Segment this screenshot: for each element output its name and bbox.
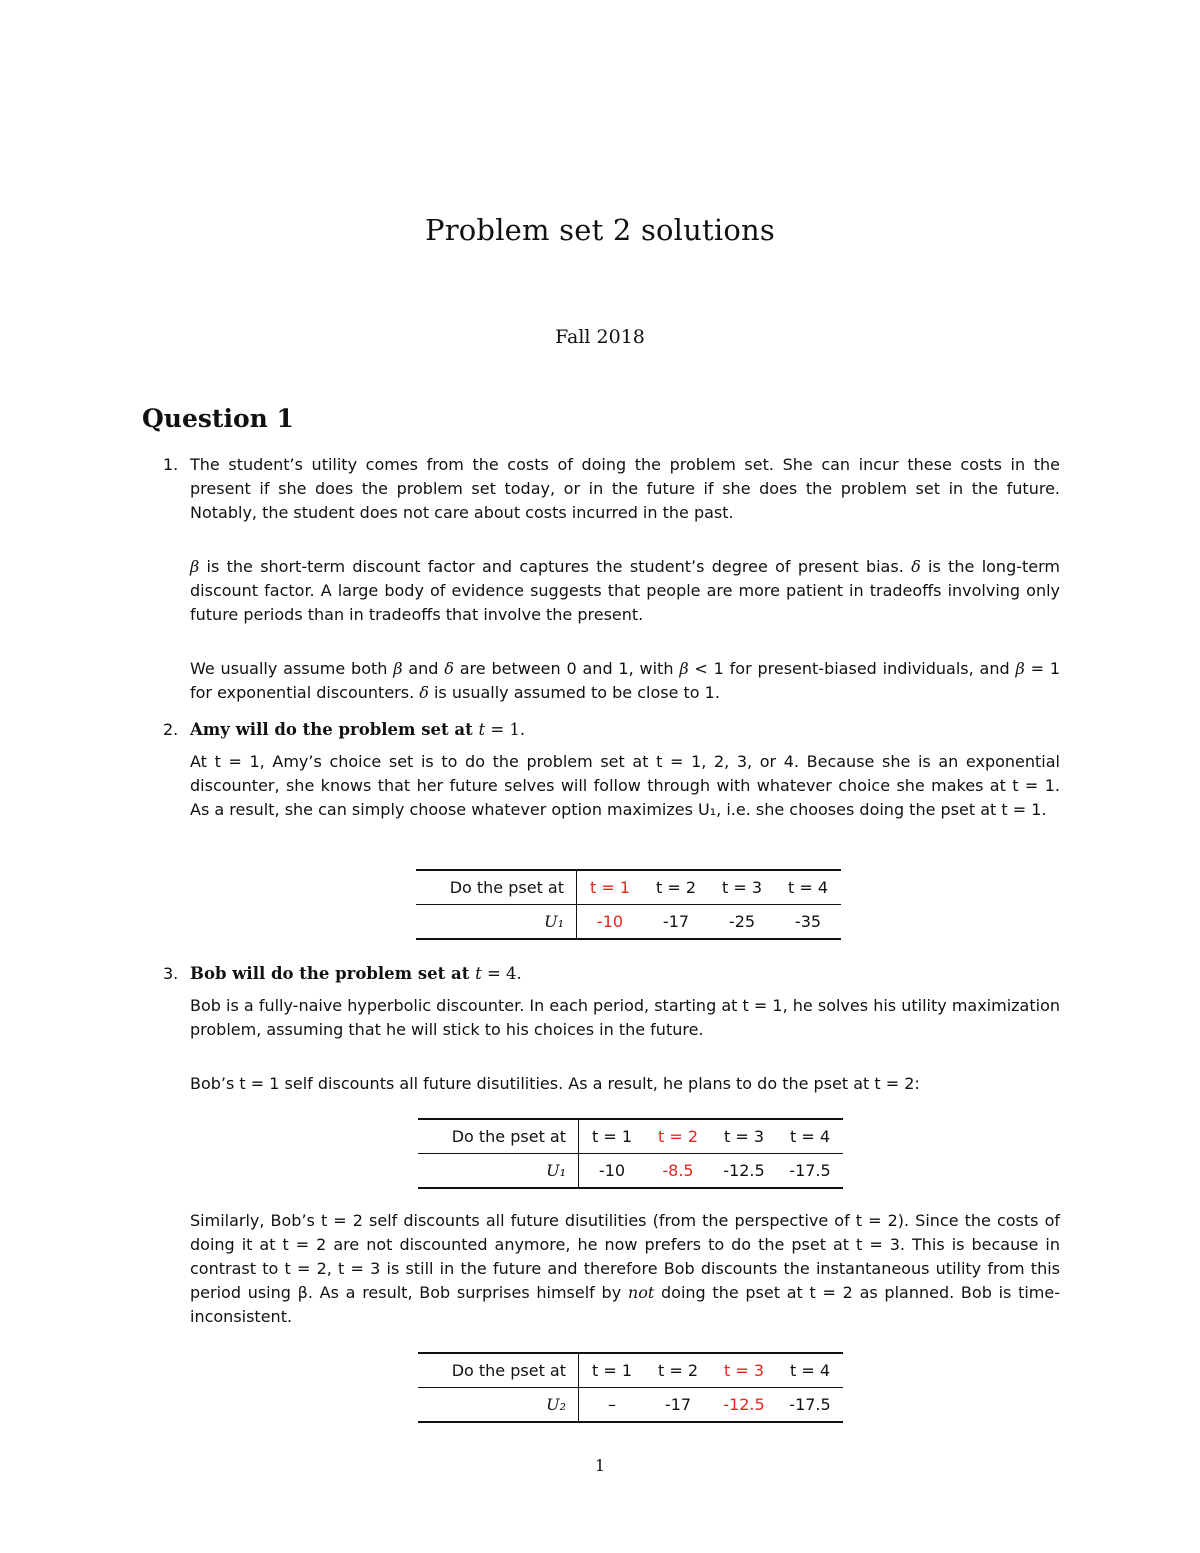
table-cell: -10 bbox=[598, 1161, 626, 1180]
table-amy-u1 bbox=[416, 869, 841, 940]
page-number: 1 bbox=[594, 1456, 606, 1475]
table-cell: -17.5 bbox=[789, 1161, 831, 1180]
table-row-label: U₂ bbox=[418, 1388, 579, 1423]
table-col-t1: t = 1 bbox=[577, 870, 644, 905]
item-3-paragraph-3 bbox=[190, 1209, 1060, 1329]
table-cell: -12.5 bbox=[723, 1395, 765, 1414]
text-run: is the long-term discount factor. A large body of evidence suggests that people are more patient in tradeoffs involving only future periods than in tradeoffs that involve the present. bbox=[190, 557, 1060, 624]
table-row-label: U₁ bbox=[416, 905, 577, 940]
table-cell: – bbox=[608, 1395, 616, 1414]
table-col-t2: t = 2 bbox=[645, 1119, 711, 1154]
text-run: Amy will do the problem set at bbox=[190, 720, 479, 739]
table-header-label: Do the pset at bbox=[416, 870, 577, 905]
text-run: is usually assumed to be close to 1. bbox=[428, 683, 720, 702]
item-3-title bbox=[190, 962, 1060, 986]
item-1 bbox=[190, 453, 1060, 705]
item-2 bbox=[190, 718, 1060, 822]
beta-symbol: β bbox=[1015, 659, 1025, 678]
table-cell: -17 bbox=[662, 912, 690, 931]
table-cell: -10 bbox=[596, 912, 624, 931]
text-run: = 1 for exponential discounters. bbox=[190, 659, 1061, 702]
item-3-paragraph-1: Bob is a fully-naive hyperbolic discounter. In each period, starting at t = 1, he solves his utility maximization problem, assuming that he will stick to his choices in the future. bbox=[190, 996, 1060, 1039]
table-header-row bbox=[418, 1353, 843, 1388]
table-cell: -17.5 bbox=[789, 1395, 831, 1414]
table-col-t3: t = 3 bbox=[711, 1119, 777, 1154]
table-col-t4: t = 4 bbox=[775, 870, 841, 905]
table-header-row bbox=[418, 1119, 843, 1154]
table-header-label: Do the pset at bbox=[418, 1119, 579, 1154]
table-row bbox=[418, 1388, 843, 1423]
text-run: = 4. bbox=[481, 964, 522, 983]
text-run: We usually assume both bbox=[190, 659, 394, 678]
text-run: doing the pset at t = 2 as planned. Bob is time-inconsistent. bbox=[190, 1283, 1061, 1326]
text-run: is the short-term discount factor and captures the student’s degree of present bias. bbox=[199, 557, 912, 576]
text-run: are between 0 and 1, with bbox=[453, 659, 680, 678]
item-2-title bbox=[190, 718, 1060, 742]
item-3-continued bbox=[190, 1209, 1060, 1329]
item-1-paragraph-1: The student’s utility comes from the costs of doing the problem set. She can incur these costs in the present if she does the problem set today, or in the future if she does the problem set in the future. Notably, the student does not care about costs incurred in the past. bbox=[190, 455, 1060, 522]
item-1-paragraph-3 bbox=[190, 657, 1060, 705]
table-bob-u2 bbox=[418, 1352, 843, 1423]
text-run: = 1. bbox=[485, 720, 526, 739]
table-col-t4: t = 4 bbox=[777, 1119, 843, 1154]
text-run: Similarly, Bob’s t = 2 self discounts all future disutilities (from the perspective of t = 2). Since the costs of doing it at t = 2 are not discounted anymore, he now prefers to do the pset at t = 3. This is because in contrast to t = 2, t = 3 is still in the future and therefore Bob discounts the instantaneous utility from this period using β. As a result, Bob surprises himself by bbox=[190, 1211, 1060, 1302]
table-row bbox=[418, 1154, 843, 1189]
text-run: Bob will do the problem set at bbox=[190, 964, 476, 983]
item-3 bbox=[190, 962, 1060, 1096]
table-col-t4: t = 4 bbox=[777, 1353, 843, 1388]
delta-symbol: δ bbox=[911, 557, 921, 576]
delta-symbol: δ bbox=[444, 659, 454, 678]
document-date: Fall 2018 bbox=[555, 326, 645, 348]
table-cell: -35 bbox=[794, 912, 822, 931]
t-symbol: t bbox=[478, 720, 486, 739]
text-run: and bbox=[402, 659, 445, 678]
table-col-t3: t = 3 bbox=[711, 1353, 777, 1388]
section-heading: Question 1 bbox=[142, 404, 294, 433]
item-number-2: 2. bbox=[163, 720, 179, 739]
item-3-paragraph-2: Bob’s t = 1 self discounts all future disutilities. As a result, he plans to do the pset at t = 2: bbox=[190, 1074, 920, 1093]
item-number-3: 3. bbox=[163, 964, 179, 983]
table-col-t2: t = 2 bbox=[645, 1353, 711, 1388]
delta-symbol: δ bbox=[419, 683, 429, 702]
table-cell: -8.5 bbox=[662, 1161, 694, 1180]
item-1-paragraph-2 bbox=[190, 555, 1060, 627]
table-cell: -12.5 bbox=[723, 1161, 765, 1180]
table-col-t2: t = 2 bbox=[643, 870, 709, 905]
text-run: < 1 for present-biased individuals, and bbox=[688, 659, 1016, 678]
table-cell: -17 bbox=[664, 1395, 692, 1414]
beta-symbol: β bbox=[190, 557, 200, 576]
table-row-label: U₁ bbox=[418, 1154, 579, 1189]
table-header-row bbox=[416, 870, 841, 905]
table-row bbox=[416, 905, 841, 940]
table-cell: -25 bbox=[728, 912, 756, 931]
beta-symbol: β bbox=[393, 659, 403, 678]
t-symbol: t bbox=[475, 964, 482, 983]
beta-symbol: β bbox=[679, 659, 689, 678]
emphasis-not: not bbox=[627, 1283, 655, 1302]
table-col-t3: t = 3 bbox=[709, 870, 775, 905]
table-bob-u1 bbox=[418, 1118, 843, 1189]
table-header-label: Do the pset at bbox=[418, 1353, 579, 1388]
table-col-t1: t = 1 bbox=[579, 1353, 646, 1388]
item-2-paragraph-1: At t = 1, Amy’s choice set is to do the problem set at t = 1, 2, 3, or 4. Because she is an exponential discounter, she knows that her future selves will follow through with whatever choice she makes at t = 1. As a result, she can simply choose whatever option maximizes U₁, i.e. she chooses doing the pset at t = 1. bbox=[190, 752, 1060, 819]
table-col-t1: t = 1 bbox=[579, 1119, 646, 1154]
item-number-1: 1. bbox=[163, 455, 179, 474]
document-title: Problem set 2 solutions bbox=[425, 213, 775, 247]
